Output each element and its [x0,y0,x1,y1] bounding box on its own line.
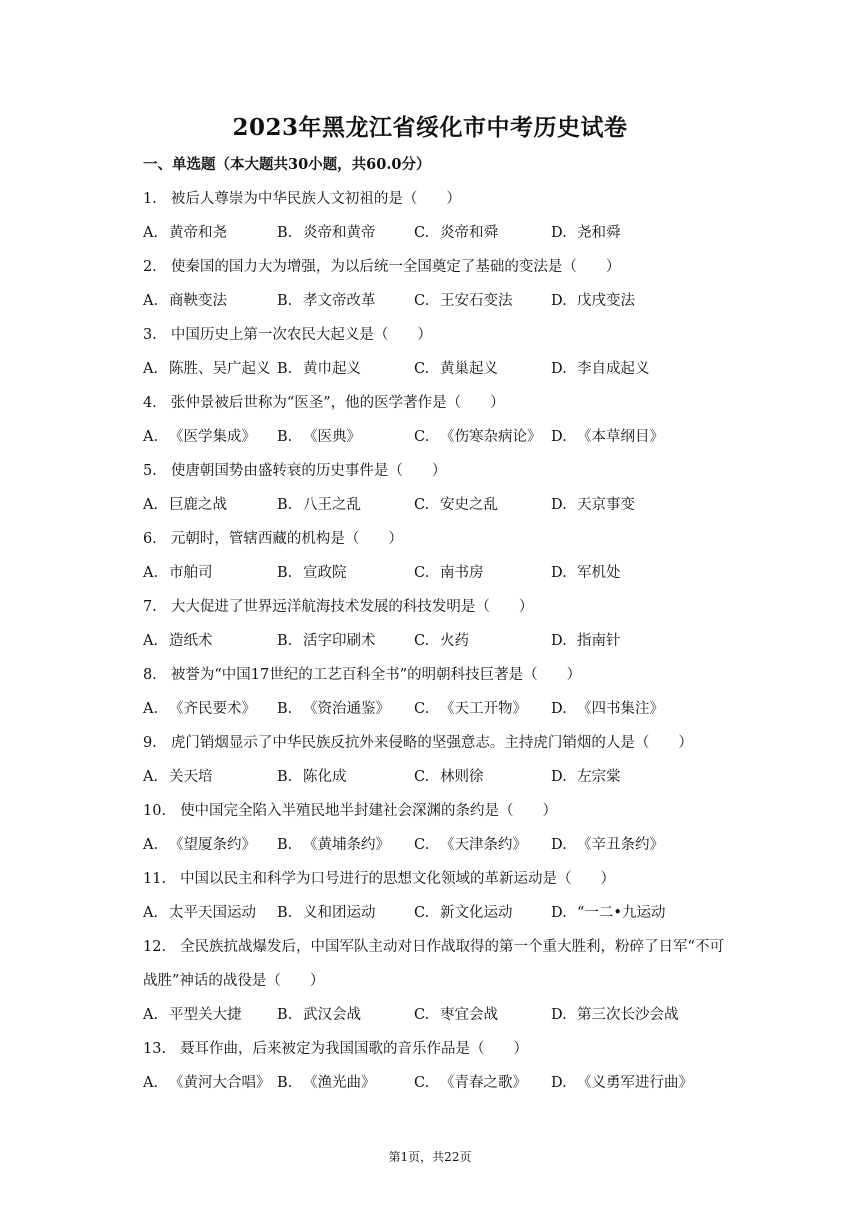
answer-option [143,289,227,313]
question-stem [143,935,763,969]
answer-option [551,833,664,857]
answer-options [143,289,763,323]
answer-options [143,1003,763,1037]
option-letter: C. [414,1007,430,1023]
option-text: 活字印刷术 [303,633,376,649]
answer-options [143,833,763,867]
option-text: 《资治通鉴》 [303,701,390,717]
answer-option [414,357,498,381]
option-letter: B. [277,1007,293,1023]
option-letter: B. [277,565,293,581]
section-header: 一、单选题（本大题共30小题，共60.0分） [143,156,431,173]
answer-option [143,833,256,857]
option-letter: A. [143,769,159,785]
answer-option [551,289,635,313]
question-stem [143,731,763,765]
question-number: 8. [143,667,157,683]
answer-option [143,901,256,925]
option-letter: B. [277,361,293,377]
option-text: 《本草纲目》 [577,429,664,445]
question-text: 使中国完全陷入半殖民地半封建社会深渊的条约是（ ） [180,803,558,819]
option-text: 火药 [440,633,469,649]
answer-option [414,765,484,789]
option-letter: D. [551,361,567,377]
question-text: 被誉为“中国17世纪的工艺百科全书”的明朝科技巨著是（ ） [170,667,582,683]
option-letter: D. [551,633,567,649]
answer-option [551,221,621,245]
option-text: 安史之乱 [440,497,498,513]
question-text: 元朝时，管辖西藏的机构是（ ） [170,531,403,547]
option-text: 枣宜会战 [440,1007,498,1023]
option-text: 炎帝和舜 [440,225,498,241]
option-letter: D. [551,565,567,581]
option-text: 黄巾起义 [303,361,361,377]
answer-option [414,221,498,245]
answer-option [551,1071,693,1095]
answer-option [277,629,376,653]
option-letter: A. [143,565,159,581]
option-letter: C. [414,293,430,309]
option-text: 李自成起义 [577,361,650,377]
answer-options [143,1071,763,1105]
option-letter: C. [414,701,430,717]
option-letter: A. [143,1007,159,1023]
answer-options [143,221,763,255]
answer-options [143,901,763,935]
option-letter: D. [551,429,567,445]
option-text: 关天培 [169,769,213,785]
answer-option [551,901,665,925]
option-letter: A. [143,701,159,717]
answer-option [414,833,527,857]
answer-option [143,561,213,585]
option-letter: D. [551,701,567,717]
option-letter: B. [277,905,293,921]
option-letter: A. [143,361,159,377]
option-letter: B. [277,293,293,309]
answer-options [143,765,763,799]
answer-options [143,357,763,391]
option-letter: C. [414,565,430,581]
answer-option [414,561,484,585]
answer-option [277,289,376,313]
option-letter: B. [277,769,293,785]
answer-option [143,697,256,721]
answer-option [551,629,621,653]
option-text: 《齐民要术》 [169,701,256,717]
question-stem [143,459,763,493]
answer-option [277,1071,376,1095]
option-letter: D. [551,1075,567,1091]
question-text: 全民族抗战爆发后，中国军队主动对日作战取得的第一个重大胜利，粉碎了日军“不可 [180,939,724,955]
question-stem [143,799,763,833]
option-letter: B. [277,701,293,717]
question-stem [143,187,763,221]
option-text: 市舶司 [169,565,213,581]
answer-option [414,289,513,313]
question-text-continued: 战胜”神话的战役是（ ） [143,973,325,989]
option-text: 炎帝和黄帝 [303,225,376,241]
answer-options [143,425,763,459]
question-number: 12. [143,939,167,955]
option-letter: A. [143,837,159,853]
question-stem [143,391,763,425]
question-stem [143,1037,763,1071]
option-text: 造纸术 [169,633,213,649]
option-letter: D. [551,837,567,853]
answer-option [551,561,621,585]
option-text: 天京事变 [577,497,635,513]
option-letter: A. [143,497,159,513]
question-text: 使唐朝国势由盛转衰的历史事件是（ ） [170,463,447,479]
answer-option [277,493,361,517]
option-text: 平型关大捷 [169,1007,242,1023]
answer-option [551,1003,679,1027]
answer-option [143,1003,242,1027]
answer-option [143,629,213,653]
answer-option [277,425,361,449]
option-text: 《青春之歌》 [440,1075,527,1091]
answer-option [414,425,542,449]
answer-options [143,493,763,527]
option-text: 《义勇军进行曲》 [577,1075,693,1091]
option-text: 指南针 [577,633,621,649]
answer-option [551,697,664,721]
option-text: 孝文帝改革 [303,293,376,309]
answer-option [551,493,635,517]
question-number: 5. [143,463,157,479]
answer-option [277,697,390,721]
option-letter: D. [551,769,567,785]
option-text: 林则徐 [440,769,484,785]
question-text: 虎门销烟显示了中华民族反抗外来侵略的坚强意志。主持虎门销烟的人是（ ） [170,735,693,751]
question-stem [143,595,763,629]
question-stem [143,663,763,697]
question-text: 张仲景被后世称为“医圣”，他的医学著作是（ ） [170,395,505,411]
option-letter: C. [414,769,430,785]
question-text: 中国以民主和科学为口号进行的思想文化领域的革新运动是（ ） [180,871,616,887]
option-letter: B. [277,497,293,513]
option-text: 黄帝和尧 [169,225,227,241]
answer-option [277,901,376,925]
option-text: 武汉会战 [303,1007,361,1023]
option-letter: B. [277,225,293,241]
question-stem [143,323,763,357]
option-letter: D. [551,497,567,513]
option-letter: B. [277,429,293,445]
option-text: 王安石变法 [440,293,513,309]
option-letter: D. [551,225,567,241]
option-text: 商鞅变法 [169,293,227,309]
answer-option [143,493,227,517]
question-number: 3. [143,327,157,343]
answer-option [414,697,527,721]
question-number: 9. [143,735,157,751]
option-text: 戊戌变法 [577,293,635,309]
answer-option [551,425,664,449]
option-text: 《渔光曲》 [303,1075,376,1091]
option-letter: C. [414,429,430,445]
option-text: 太平天国运动 [169,905,256,921]
option-text: 《天工开物》 [440,701,527,717]
answer-option [414,493,498,517]
answer-option [277,221,376,245]
option-letter: C. [414,1075,430,1091]
option-text: 《黄河大合唱》 [169,1075,271,1091]
answer-option [277,765,347,789]
option-text: 《望厦条约》 [169,837,256,853]
option-text: 陈胜、吴广起义 [169,361,271,377]
option-letter: D. [551,905,567,921]
question-list [143,187,763,1105]
page-footer: 第1页，共22页 [388,1150,472,1164]
option-letter: C. [414,225,430,241]
page-title: 2023年黑龙江省绥化市中考历史试卷 [232,114,628,141]
question-stem [143,527,763,561]
option-text: 尧和舜 [577,225,621,241]
option-letter: C. [414,497,430,513]
option-text: 宣政院 [303,565,347,581]
answer-option [414,1071,527,1095]
question-number: 11. [143,871,167,887]
question-text: 中国历史上第一次农民大起义是（ ） [170,327,432,343]
option-text: 《黄埔条约》 [303,837,390,853]
option-letter: B. [277,633,293,649]
option-text: 第三次长沙会战 [577,1007,679,1023]
answer-option [277,833,390,857]
question-number: 10. [143,803,167,819]
answer-option [551,357,650,381]
option-letter: A. [143,905,159,921]
answer-option [551,765,621,789]
option-text: 左宗棠 [577,769,621,785]
option-text: 八王之乱 [303,497,361,513]
answer-option [143,221,227,245]
option-letter: A. [143,633,159,649]
question-number: 7. [143,599,157,615]
option-letter: B. [277,837,293,853]
option-letter: C. [414,905,430,921]
option-text: 《天津条约》 [440,837,527,853]
answer-options [143,629,763,663]
answer-option [414,1003,498,1027]
option-letter: C. [414,361,430,377]
question-text: 聂耳作曲，后来被定为我国国歌的音乐作品是（ ） [180,1041,529,1057]
question-number: 4. [143,395,157,411]
answer-option [414,629,469,653]
question-number: 13. [143,1041,167,1057]
option-letter: D. [551,293,567,309]
question-stem [143,255,763,289]
option-text: 《医学集成》 [169,429,256,445]
option-letter: D. [551,1007,567,1023]
answer-option [277,1003,361,1027]
question-text: 使秦国的国力大为增强，为以后统一全国奠定了基础的变法是（ ） [170,259,621,275]
option-text: 《医典》 [303,429,361,445]
question-stem [143,867,763,901]
answer-option [143,1071,271,1095]
option-text: 巨鹿之战 [169,497,227,513]
option-text: 义和团运动 [303,905,376,921]
answer-option [277,561,347,585]
option-text: 黄巢起义 [440,361,498,377]
answer-option [143,425,256,449]
question-text: 大大促进了世界远洋航海技术发展的科技发明是（ ） [170,599,534,615]
option-text: 《伤寒杂病论》 [440,429,542,445]
answer-options [143,697,763,731]
answer-option [414,901,513,925]
option-text: 陈化成 [303,769,347,785]
question-text: 被后人尊崇为中华民族人文初祖的是（ ） [170,191,461,207]
answer-option [277,357,361,381]
option-letter: A. [143,429,159,445]
option-text: 南书房 [440,565,484,581]
option-letter: B. [277,1075,293,1091]
answer-options [143,561,763,595]
option-letter: C. [414,837,430,853]
question-number: 2. [143,259,157,275]
question-number: 1. [143,191,157,207]
answer-option [143,765,213,789]
option-letter: A. [143,225,159,241]
option-text: 军机处 [577,565,621,581]
option-letter: A. [143,1075,159,1091]
option-letter: A. [143,293,159,309]
option-text: 新文化运动 [440,905,513,921]
option-letter: C. [414,633,430,649]
question-number: 6. [143,531,157,547]
option-text: 《四书集注》 [577,701,664,717]
answer-option [143,357,271,381]
option-text: “一二•九运动 [577,905,666,921]
option-text: 《辛丑条约》 [577,837,664,853]
